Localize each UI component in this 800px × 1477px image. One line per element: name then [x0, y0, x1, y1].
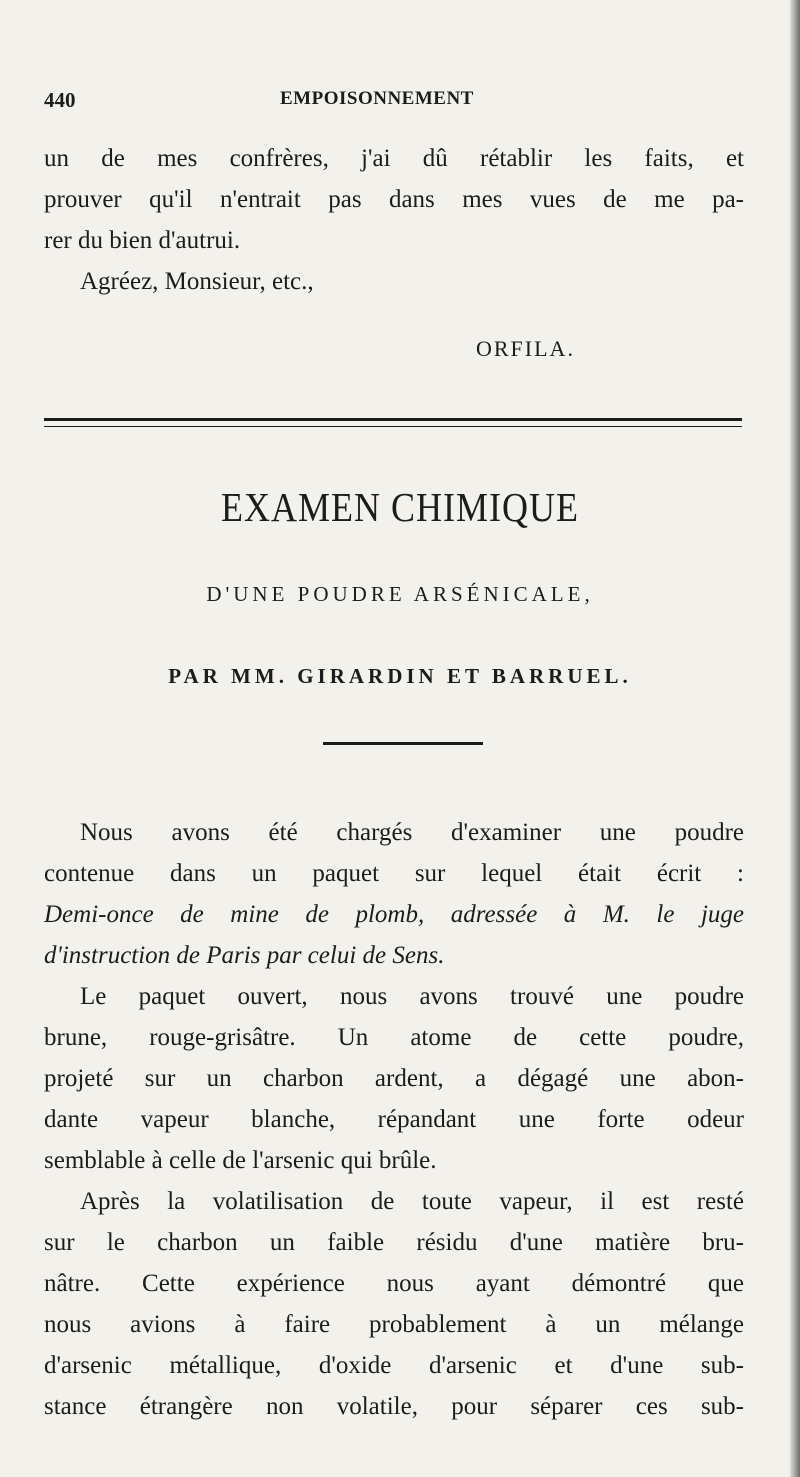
- signature: ORFILA.: [476, 336, 575, 361]
- letter-ending: [44, 138, 744, 302]
- text-line: Nous avons été chargés d'examiner une poudre: [80, 819, 744, 846]
- article-subtitle: D'UNE POUDRE ARSÉNICALE,: [206, 582, 594, 606]
- running-header: [44, 88, 744, 118]
- article-body: [44, 812, 744, 1427]
- text-line: d'arsenic métallique, d'oxide d'arsenic et d'une sub-: [44, 1352, 744, 1379]
- text-line: semblable à celle de l'arsenic qui brûle.: [44, 1147, 437, 1174]
- article-title: EXAMEN CHIMIQUE: [221, 484, 579, 530]
- text-line: brune, rouge-grisâtre. Un atome de cette poudre,: [44, 1024, 744, 1051]
- text-line: d'instruction de Paris par celui de Sens.: [44, 942, 445, 969]
- article-authors: PAR MM. GIRARDIN ET BARRUEL.: [168, 664, 632, 688]
- text-line: contenue dans un paquet sur lequel était écrit :: [44, 860, 744, 887]
- text-line: Demi-once de mine de plomb, adressée à M. le juge: [44, 901, 744, 928]
- running-title: EMPOISONNEMENT: [280, 88, 474, 109]
- page-edge-shadow: [790, 0, 800, 1477]
- text-line: projeté sur un charbon ardent, a dégagé une abon-: [44, 1065, 744, 1092]
- text-line: prouver qu'il n'entrait pas dans mes vues de me pa-: [44, 186, 744, 213]
- text-line: nâtre. Cette expérience nous ayant démontré que: [44, 1270, 744, 1297]
- page-number: 440: [44, 88, 76, 112]
- text-line: nous avions à faire probablement à un mélange: [44, 1311, 744, 1338]
- text-line: Après la volatilisation de toute vapeur, il est resté: [80, 1188, 744, 1215]
- text-line: stance étrangère non volatile, pour séparer ces sub-: [44, 1393, 744, 1420]
- section-rule: [44, 418, 742, 421]
- letter-closing: Agréez, Monsieur, etc.,: [80, 268, 314, 295]
- section-rule-thin: [44, 426, 742, 427]
- text-line: sur le charbon un faible résidu d'une matière bru-: [44, 1229, 744, 1256]
- text-line: Le paquet ouvert, nous avons trouvé une poudre: [80, 983, 744, 1010]
- divider: [323, 742, 483, 745]
- text-line: dante vapeur blanche, répandant une forte odeur: [44, 1106, 744, 1133]
- text-line: rer du bien d'autrui.: [44, 227, 241, 254]
- text-line: un de mes confrères, j'ai dû rétablir les faits, et: [44, 145, 744, 172]
